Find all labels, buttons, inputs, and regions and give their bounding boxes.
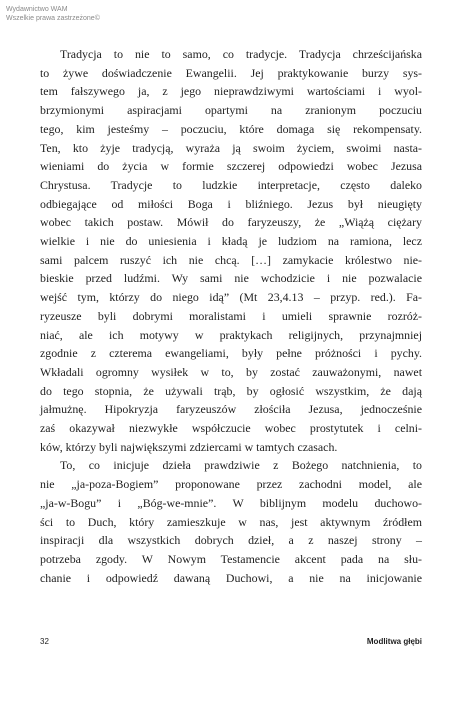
text-line: wieniami do życia w formie szczerej odpowiedzi wobec Jezusa (40, 159, 422, 174)
text-line: Ten, kto żyje tradycją, wyraża ją swoim życiem, swoimi nasta- (40, 140, 422, 155)
text-line: zgodnie z czterema ewangeliami, były pełne próżności i pychy. (40, 346, 422, 361)
text-line: chanie i odpowiedź dawaną Duchowi, a nie na inicjowanie (40, 570, 422, 585)
text-line: To, co inicjuje dzieła prawdziwie z Bożego natchnienia, to (60, 458, 422, 473)
text-line: tego, kim jesteśmy – poczuciu, które domaga się rekompensaty. (40, 121, 422, 136)
text-line: inspiracji dla wszystkich dobrych dzieł, a z naszej strony – (40, 533, 422, 548)
text-line: jałmużnę. Hipokryzja faryzeuszów złościła Jezusa, jednocześnie (40, 402, 422, 417)
watermark (6, 6, 100, 23)
text-line: niać, ale ich motywy w praktykach religijnych, przynajmniej (40, 327, 422, 342)
watermark-publisher: Wydawnictwo WAM (6, 6, 68, 13)
text-line: potrzeba zgody. W Nowym Testamencie akcent pada na słu- (40, 551, 422, 566)
text-line: „ja-w-Bogu” i „Bóg-we-mnie”. W biblijnym modelu duchowo- (40, 495, 422, 510)
text-line: to żywe doświadczenie Ewangelii. Jej praktykowanie burzy sys- (40, 65, 422, 80)
body-text (40, 45, 422, 587)
text-line: ków, którzy byli największymi zdziercami w tamtych czasach. (40, 439, 338, 454)
text-line: Wkładali ogromny wysiłek w to, by zostać zauważonymi, nawet (40, 364, 422, 379)
text-line: wielkie i nie do uniesienia i kładą je ludziom na ramiona, lecz (40, 234, 422, 249)
text-line: ryzeusze byli dobrymi moralistami i umieli sprawnie rozróż- (40, 308, 422, 323)
text-line: sami palcem ruszyć ich nie chcą. […] zamykacie królestwo nie- (40, 252, 422, 267)
text-line: nie „ja-poza-Bogiem” proponowane przez zachodni model, ale (40, 477, 422, 492)
running-title: Modlitwa głębi (366, 637, 422, 646)
text-line: odbiegające od miłości Boga i bliźniego. Jezus był nieugięty (40, 196, 422, 211)
text-line: do tego stopnia, że używali trąb, by ogłosić wszystkim, że dają (40, 383, 422, 398)
text-line: wobec takich postaw. Mówił do faryzeuszy, że „Wiążą ciężary (40, 215, 422, 230)
watermark-rights: Wszelkie prawa zastrzeżone© (6, 14, 100, 22)
text-line: Chrystusa. Tradycje to ludzkie interpretacje, często daleko (40, 177, 422, 192)
page-number: 32 (40, 637, 49, 646)
text-line: brzymionymi aspiracjami opartymi na zranionym poczuciu (40, 103, 422, 118)
text-line: zaś okazywał niezwykłe współczucie wobec prostytutek i celni- (40, 421, 422, 436)
text-line: tem fałszywego ja, z jego nieprawdziwymi wartościami i wyol- (40, 84, 422, 99)
text-line: wejść tym, którzy do niego idą” (Mt 23,4.13 – przyp. red.). Fa- (40, 290, 422, 305)
text-line: Tradycja to nie to samo, co tradycje. Tradycja chrześcijańska (60, 47, 422, 61)
text-line: ści to Duch, który zamieszkuje w nas, jest aktywnym źródłem (40, 514, 422, 529)
text-line: bieskie przed ludźmi. Wy sami nie wchodzicie i nie pozwalacie (40, 271, 422, 286)
